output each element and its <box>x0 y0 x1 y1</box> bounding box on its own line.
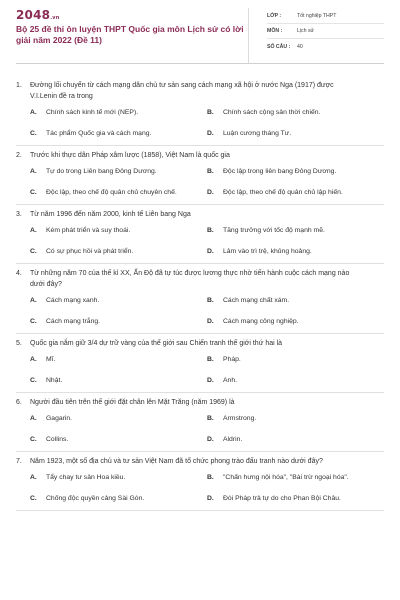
answer-option[interactable] <box>207 376 384 386</box>
question-text: Từ những năm 70 của thế kỉ XX, Ấn Độ đã tự túc được lương thực nhờ tiến hành cuộc cách mạng nào dưới đây? <box>30 270 350 288</box>
meta-label: MÔN : <box>267 28 283 34</box>
option-text: Luận cương tháng Tư. <box>223 130 292 137</box>
option-text: Đòi Pháp trả tự do cho Phan Bội Châu. <box>223 495 341 502</box>
meta-label: LỚP : <box>267 13 282 19</box>
option-letter: A. <box>30 415 37 422</box>
option-text: "Chấn hưng nội hóa", "Bài trừ ngoại hóa". <box>223 474 349 481</box>
question-block <box>16 205 384 264</box>
option-letter: D. <box>207 130 214 137</box>
answer-option[interactable] <box>30 226 207 236</box>
question-stem <box>16 268 384 290</box>
option-letter: D. <box>207 377 214 384</box>
option-text: Pháp. <box>223 356 241 363</box>
answer-option[interactable] <box>207 414 384 424</box>
logo-main: 2048 <box>16 8 51 22</box>
question-text: Trước khi thực dân Pháp xâm lược (1858), Việt Nam là quốc gia <box>30 152 230 159</box>
question-text: Từ năm 1996 đến năm 2000, kinh tế Liên bang Nga <box>30 211 191 218</box>
option-text: Cách mạng xanh. <box>46 297 100 304</box>
option-letter: B. <box>207 356 214 363</box>
question-block <box>16 146 384 205</box>
option-letter: A. <box>30 168 37 175</box>
option-letter: A. <box>30 227 37 234</box>
option-letter: D. <box>207 436 214 443</box>
option-text: Aldrin. <box>223 436 243 443</box>
option-text: Độc lập, theo chế độ quân chủ lập hiến. <box>223 189 343 196</box>
answer-option[interactable] <box>207 188 384 198</box>
answer-option[interactable] <box>207 226 384 236</box>
answer-option[interactable] <box>30 247 207 257</box>
option-letter: C. <box>30 495 37 502</box>
option-letter: B. <box>207 474 214 481</box>
answer-option[interactable] <box>207 494 384 504</box>
option-text: Chính sách kinh tế mới (NEP). <box>46 109 139 116</box>
question-list <box>16 64 384 511</box>
option-text: Độc lập, theo chế độ quân chủ chuyên chế. <box>46 189 177 196</box>
answer-option[interactable] <box>207 355 384 365</box>
option-letter: D. <box>207 189 214 196</box>
option-letter: C. <box>30 318 37 325</box>
answer-option[interactable] <box>30 108 207 118</box>
question-block <box>16 264 384 334</box>
question-number: 7. <box>16 458 22 465</box>
answer-options <box>16 108 384 139</box>
option-letter: D. <box>207 318 214 325</box>
question-number: 6. <box>16 399 22 406</box>
answer-option[interactable] <box>30 473 207 483</box>
option-text: Gagarin. <box>46 415 73 422</box>
option-letter: B. <box>207 109 214 116</box>
option-text: Tẩy chay tư sản Hoa kiều. <box>46 474 126 481</box>
option-letter: A. <box>30 356 37 363</box>
answer-option[interactable] <box>207 435 384 445</box>
answer-option[interactable] <box>207 247 384 257</box>
answer-option[interactable] <box>30 494 207 504</box>
option-text: Độc lập trong liên bang Đông Dương. <box>223 168 337 175</box>
option-letter: A. <box>30 474 37 481</box>
answer-option[interactable] <box>207 108 384 118</box>
question-stem <box>16 456 384 467</box>
question-text: Quốc gia nắm giữ 3/4 dự trữ vàng của thế giới sau Chiến tranh thế giới thứ hai là <box>30 340 283 347</box>
question-text: Năm 1923, một số địa chủ và tư sản Việt Nam đã tổ chức phong trào đấu tranh nào dưới đây? <box>30 458 323 465</box>
option-letter: D. <box>207 495 214 502</box>
meta-row-class <box>267 9 384 24</box>
option-letter: C. <box>30 189 37 196</box>
option-letter: D. <box>207 248 214 255</box>
option-text: Armstrong. <box>223 415 257 422</box>
question-stem <box>16 150 384 161</box>
answer-option[interactable] <box>30 296 207 306</box>
answer-option[interactable] <box>207 473 384 483</box>
logo-suffix: .vn <box>50 15 60 21</box>
question-text: Đường lối chuyển từ cách mạng dân chủ tư sản sang cách mạng xã hội ở nước Nga (1917) được V.I.Lenin đề ra trong <box>30 82 334 100</box>
header-left <box>16 8 248 63</box>
option-text: Tự do trong Liên bang Đông Dương. <box>46 168 157 175</box>
question-number: 5. <box>16 340 22 347</box>
answer-options <box>16 414 384 445</box>
meta-value: Lịch sử <box>297 28 315 34</box>
question-stem <box>16 209 384 220</box>
option-letter: A. <box>30 297 37 304</box>
question-number: 3. <box>16 211 22 218</box>
answer-option[interactable] <box>207 317 384 327</box>
exam-header <box>16 0 384 64</box>
question-number: 1. <box>16 82 22 89</box>
answer-options <box>16 226 384 257</box>
question-stem <box>16 397 384 408</box>
site-logo[interactable] <box>16 8 248 23</box>
question-block <box>16 393 384 452</box>
option-letter: C. <box>30 248 37 255</box>
option-text: Chính sách cộng sản thời chiến. <box>223 109 321 116</box>
option-letter: B. <box>207 297 214 304</box>
option-text: Chống độc quyền cảng Sài Gòn. <box>46 495 145 502</box>
answer-option[interactable] <box>30 355 207 365</box>
answer-options <box>16 473 384 504</box>
answer-option[interactable] <box>207 129 384 139</box>
option-letter: C. <box>30 130 37 137</box>
answer-option[interactable] <box>30 414 207 424</box>
option-text: Lâm vào trì trệ, khủng hoảng. <box>223 248 312 255</box>
answer-options <box>16 355 384 386</box>
meta-value: Tốt nghiệp THPT <box>297 13 337 19</box>
meta-row-subject <box>267 24 384 39</box>
answer-option[interactable] <box>30 188 207 198</box>
option-text: Mĩ. <box>46 356 56 363</box>
exam-meta <box>248 8 384 63</box>
answer-options <box>16 296 384 327</box>
document-title: Bộ 25 đề thi ôn luyện THPT Quốc gia môn Lịch sử có lời giải năm 2022 (Đề 11) <box>16 24 244 45</box>
answer-options <box>16 167 384 198</box>
option-text: Collins. <box>46 436 69 443</box>
meta-label: SỐ CÂU : <box>267 43 291 50</box>
question-block <box>16 76 384 146</box>
option-text: Kém phát triển và suy thoái. <box>46 227 131 234</box>
answer-option[interactable] <box>30 129 207 139</box>
answer-option[interactable] <box>207 167 384 177</box>
meta-row-question-count <box>267 39 384 54</box>
answer-option[interactable] <box>207 296 384 306</box>
question-stem <box>16 338 384 349</box>
option-text: Anh. <box>223 377 237 384</box>
option-text: Tác phẩm Quốc gia và cách mạng. <box>46 130 152 137</box>
answer-option[interactable] <box>30 317 207 327</box>
question-number: 4. <box>16 270 22 277</box>
question-stem <box>16 80 384 102</box>
answer-option[interactable] <box>30 167 207 177</box>
answer-option[interactable] <box>30 435 207 445</box>
option-text: Có sự phục hồi và phát triển. <box>46 248 134 255</box>
question-number: 2. <box>16 152 22 159</box>
option-letter: A. <box>30 109 37 116</box>
question-block <box>16 334 384 393</box>
option-letter: C. <box>30 436 37 443</box>
option-text: Cách mạng chất xám. <box>223 297 290 304</box>
option-letter: B. <box>207 227 214 234</box>
question-text: Người đầu tiên trên thế giới đặt chân lên Mặt Trăng (năm 1969) là <box>30 399 235 406</box>
option-text: Tăng trưởng với tốc độ mạnh mẽ. <box>223 227 325 234</box>
option-text: Nhật. <box>46 377 63 384</box>
option-text: Cách mạng trắng. <box>46 318 101 325</box>
question-block <box>16 452 384 511</box>
meta-value: 40 <box>297 43 303 50</box>
option-letter: C. <box>30 377 37 384</box>
option-text: Cách mạng công nghiệp. <box>223 318 299 325</box>
option-letter: B. <box>207 415 214 422</box>
answer-option[interactable] <box>30 376 207 386</box>
option-letter: B. <box>207 168 214 175</box>
